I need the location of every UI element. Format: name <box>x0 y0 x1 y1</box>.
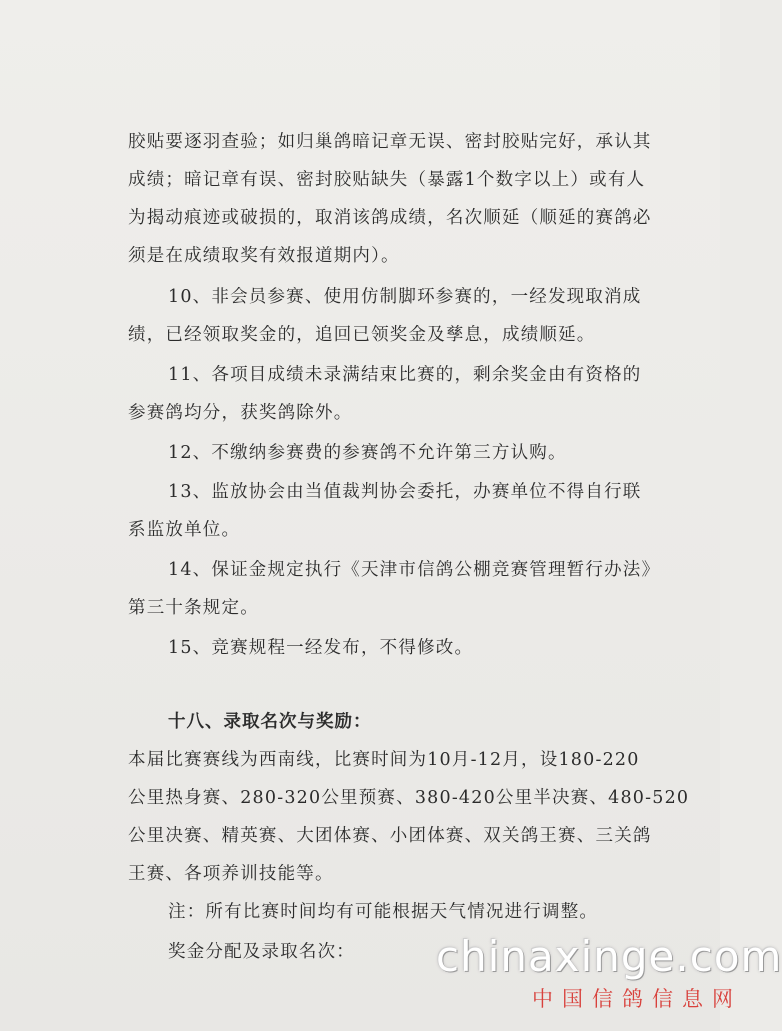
rule-10: 10、非会员参赛、使用仿制脚环参赛的，一经发现取消成 <box>168 287 642 307</box>
text-line: 成绩；暗记章有误、密封胶贴缺失（暴露1个数字以上）或有人 <box>128 170 646 190</box>
rule-13: 13、监放协会由当值裁判协会委托，办赛单位不得自行联 <box>168 482 642 502</box>
section-heading: 十八、录取名次与奖励： <box>168 712 372 732</box>
text-line: 须是在成绩取奖有效报道期内）。 <box>128 246 400 266</box>
text-line: 胶贴要逐羽查验；如归巢鸽暗记章无误、密封胶贴完好，承认其 <box>128 132 652 152</box>
rule-11: 11、各项目成绩未录满结束比赛的，剩余奖金由有资格的 <box>168 365 642 385</box>
note-line: 注：所有比赛时间均有可能根据天气情况进行调整。 <box>168 902 599 922</box>
text-line: 绩，已经领取奖金的，追回已领奖金及孳息，成绩顺延。 <box>128 325 596 345</box>
watermark-subtitle: 中国信鸽信息网 <box>532 987 742 1011</box>
text-line: 本届比赛赛线为西南线，比赛时间为10月-12月，设180-220 <box>128 750 640 770</box>
rule-14: 14、保证金规定执行《天津市信鸽公棚竞赛管理暂行办法》 <box>168 560 661 580</box>
text-line: 公里热身赛、280-320公里预赛、380-420公里半决赛、480-520 <box>128 788 690 808</box>
text-line: 参赛鸽均分，获奖鸽除外。 <box>128 403 353 423</box>
rule-15: 15、竞赛规程一经发布，不得修改。 <box>168 638 474 658</box>
text-line: 第三十条规定。 <box>128 598 259 618</box>
rule-12: 12、不缴纳参赛费的参赛鸽不允许第三方认购。 <box>168 443 567 463</box>
text-line: 奖金分配及录取名次： <box>168 942 355 962</box>
text-line: 王赛、各项养训技能等。 <box>128 864 334 884</box>
text-line: 系监放单位。 <box>128 520 241 540</box>
text-line: 公里决赛、精英赛、大团体赛、小团体赛、双关鸽王赛、三关鸽 <box>128 826 652 846</box>
watermark-logo: chinaxinge.com <box>436 932 782 981</box>
text-line: 为揭动痕迹或破损的，取消该鸽成绩，名次顺延（顺延的赛鸽必 <box>128 208 652 228</box>
